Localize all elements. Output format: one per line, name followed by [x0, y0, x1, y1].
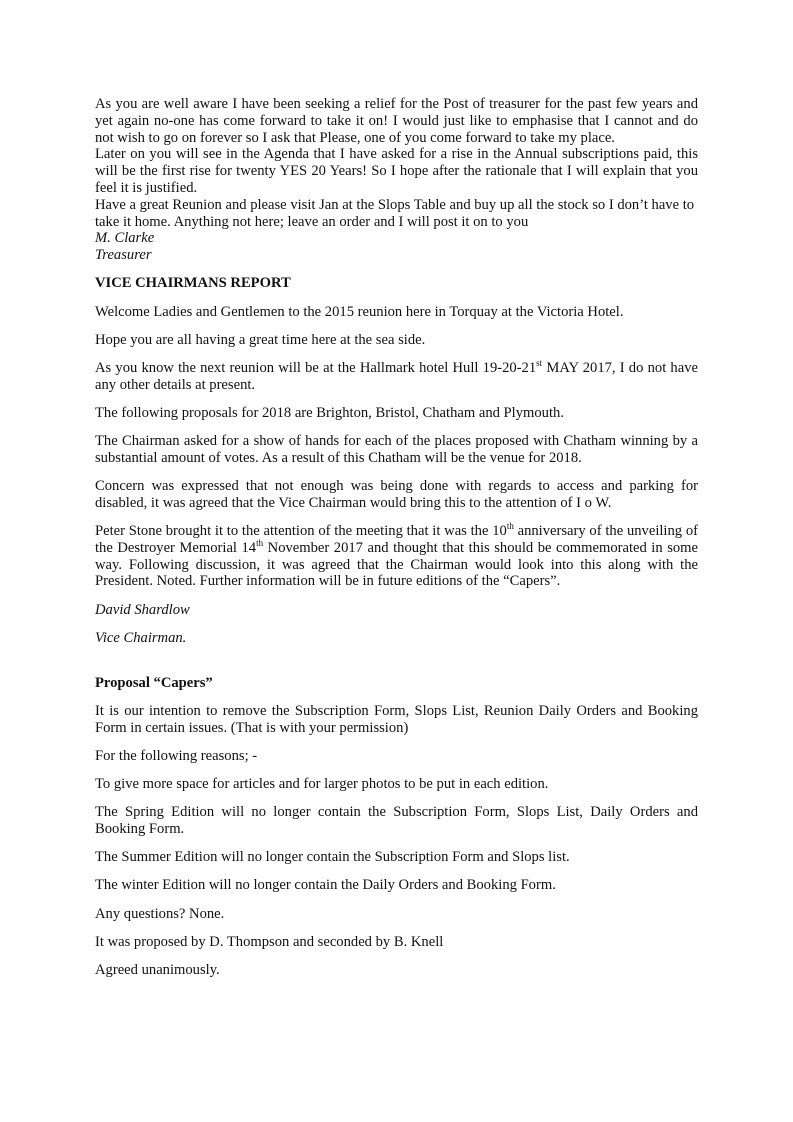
- vice-chair-signature-title: Vice Chairman.: [95, 629, 187, 646]
- treasurer-signature-title: Treasurer: [95, 247, 152, 264]
- proposal-paragraph-6: The winter Edition will no longer contain the Daily Orders and Booking Form.: [95, 877, 556, 894]
- vice-chair-paragraph-4: The following proposals for 2018 are Brighton, Bristol, Chatham and Plymouth.: [95, 404, 564, 421]
- proposal-section: [95, 675, 698, 979]
- vice-chair-signature-name: David Shardlow: [95, 601, 190, 618]
- proposal-paragraph-7: Any questions? None.: [95, 905, 225, 922]
- vice-chair-paragraph-7: Peter Stone brought it to the attention of the meeting that it was the 10th anniversary of the unveiling of the Destroyer Memorial 14th November 2017 and thought that this should be commemorated in some way. Following discussion, it was agreed that the Chairman would look into this along with the President. Noted. Further information will be in future editions of the “Capers”.: [95, 521, 698, 590]
- section-heading: Proposal “Capers”: [95, 674, 213, 691]
- proposal-paragraph-3: To give more space for articles and for larger photos to be put in each edition.: [95, 775, 549, 792]
- document-page: [95, 96, 698, 979]
- treasurer-paragraph-1: As you are well aware I have been seeking a relief for the Post of treasurer for the past few years and yet again no-one has come forward to take it on! I would just like to emphasise that I cannot and do not wish to go on forever so I ask that Please, one of you come forward to take my place.: [95, 96, 698, 146]
- proposal-paragraph-1: It is our intention to remove the Subscription Form, Slops List, Reunion Daily Orders and Booking Form in certain issues. (That is with your permission): [95, 702, 698, 736]
- vice-chairman-report: [95, 275, 698, 646]
- proposal-paragraph-4: The Spring Edition will no longer contain the Subscription Form, Slops List, Daily Orders and Booking Form.: [95, 804, 698, 837]
- vice-chair-paragraph-3: As you know the next reunion will be at the Hallmark hotel Hull 19-20-21st MAY 2017, I do not have any other details at present.: [95, 358, 698, 393]
- vice-chair-paragraph-6: Concern was expressed that not enough was being done with regards to access and parking for disabled, it was agreed that the Vice Chairman would bring this to the attention of I o W.: [95, 478, 698, 511]
- treasurer-paragraph-2: Later on you will see in the Agenda that I have asked for a rise in the Annual subscriptions paid, this will be the first rise for twenty YES 20 Years! So I hope after the rationale that I will explain that you feel it is justified.: [95, 146, 698, 196]
- section-spacer: [95, 647, 698, 675]
- vice-chair-paragraph-5: The Chairman asked for a show of hands for each of the places proposed with Chatham winning by a substantial amount of votes. As a result of this Chatham will be the venue for 2018.: [95, 433, 698, 466]
- treasurer-signature-name: M. Clarke: [95, 230, 155, 247]
- proposal-paragraph-5: The Summer Edition will no longer contain the Subscription Form and Slops list.: [95, 849, 570, 866]
- treasurer-report: [95, 96, 698, 264]
- proposal-paragraph-2: For the following reasons; -: [95, 747, 258, 764]
- treasurer-paragraph-3: Have a great Reunion and please visit Jan at the Slops Table and buy up all the stock so I don’t have to take it home. Anything not here; leave an order and I will post it on to you: [95, 196, 695, 230]
- vice-chair-paragraph-2: Hope you are all having a great time here at the sea side.: [95, 331, 426, 348]
- proposal-paragraph-8: It was proposed by D. Thompson and seconded by B. Knell: [95, 933, 444, 950]
- proposal-paragraph-9: Agreed unanimously.: [95, 961, 220, 978]
- vice-chair-paragraph-1: Welcome Ladies and Gentlemen to the 2015 reunion here in Torquay at the Victoria Hotel.: [95, 303, 624, 320]
- section-heading: VICE CHAIRMANS REPORT: [95, 275, 291, 292]
